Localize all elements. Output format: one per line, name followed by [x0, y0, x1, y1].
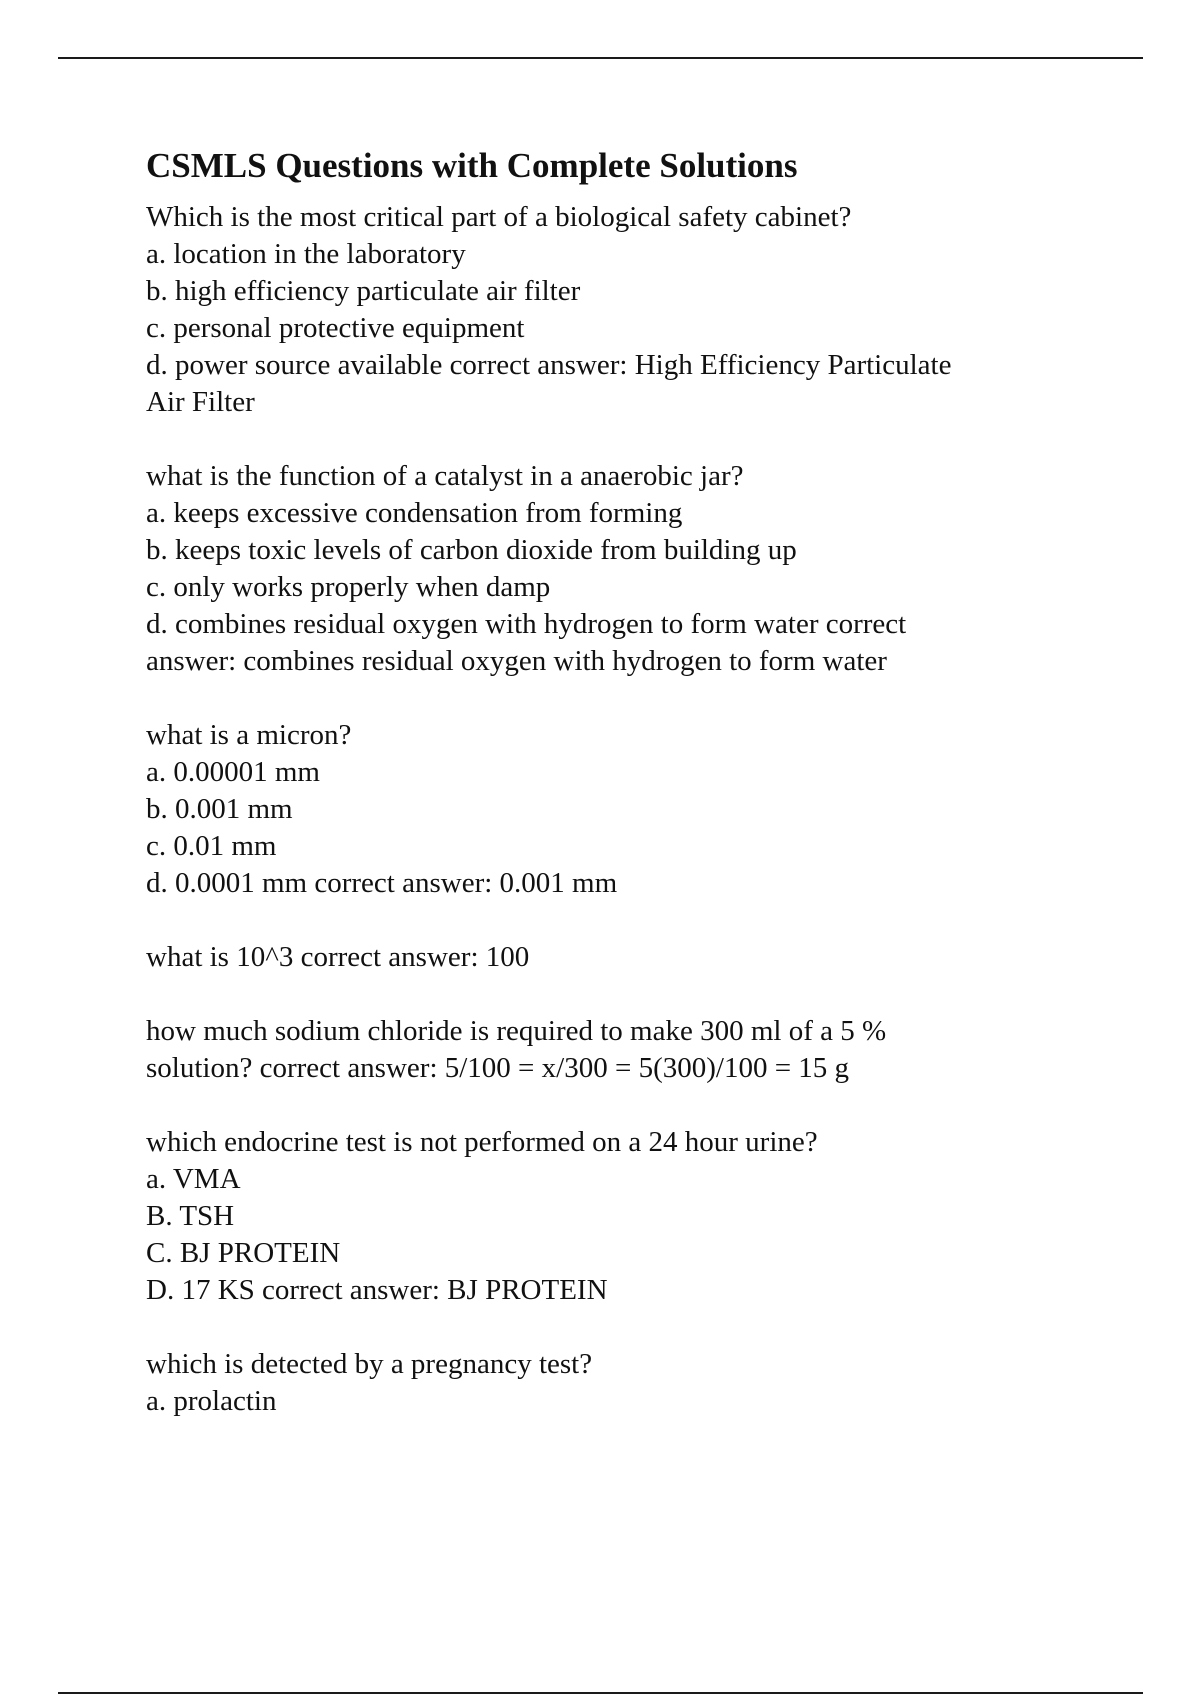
footer-rule: [58, 1692, 1143, 1694]
answer-line: solution? correct answer: 5/100 = x/300 = 5(300)/100 = 15 g: [146, 1052, 850, 1084]
option-line: b. high efficiency particulate air filter: [146, 275, 581, 307]
option-line: D. 17 KS correct answer: BJ PROTEIN: [146, 1274, 608, 1306]
question-line: Which is the most critical part of a biological safety cabinet?: [146, 201, 852, 233]
question-block: [146, 1013, 1076, 1087]
option-line: c. 0.01 mm: [146, 830, 277, 862]
option-line: b. keeps toxic levels of carbon dioxide from building up: [146, 534, 797, 566]
option-line: a. 0.00001 mm: [146, 756, 320, 788]
question-line: how much sodium chloride is required to make 300 ml of a 5 %: [146, 1015, 887, 1047]
question-line: what is the function of a catalyst in a anaerobic jar?: [146, 460, 744, 492]
option-line: d. combines residual oxygen with hydrogen to form water correct: [146, 608, 907, 640]
option-line: B. TSH: [146, 1200, 235, 1232]
question-line: what is a micron?: [146, 719, 352, 751]
question-line: which is detected by a pregnancy test?: [146, 1348, 593, 1380]
option-line: d. 0.0001 mm correct answer: 0.001 mm: [146, 867, 618, 899]
question-block: [146, 1346, 1076, 1420]
question-block: [146, 458, 1076, 680]
question-block: [146, 199, 1076, 421]
option-line: d. power source available correct answer: High Efficiency Particulate: [146, 349, 952, 381]
question-line: what is 10^3 correct answer: 100: [146, 941, 530, 973]
question-block: [146, 939, 1076, 976]
option-line: c. only works properly when damp: [146, 571, 551, 603]
question-line: which endocrine test is not performed on a 24 hour urine?: [146, 1126, 818, 1158]
question-block: [146, 1124, 1076, 1309]
answer-line: Air Filter: [146, 386, 255, 418]
option-line: a. location in the laboratory: [146, 238, 466, 270]
option-line: a. VMA: [146, 1163, 241, 1195]
document-body: [146, 141, 1076, 1457]
option-line: b. 0.001 mm: [146, 793, 293, 825]
option-line: c. personal protective equipment: [146, 312, 525, 344]
header-rule: [58, 57, 1143, 59]
answer-line: answer: combines residual oxygen with hydrogen to form water: [146, 645, 887, 677]
document-title: CSMLS Questions with Complete Solutions: [146, 146, 798, 185]
option-line: C. BJ PROTEIN: [146, 1237, 341, 1269]
option-line: a. prolactin: [146, 1385, 277, 1417]
question-block: [146, 717, 1076, 902]
option-line: a. keeps excessive condensation from forming: [146, 497, 683, 529]
